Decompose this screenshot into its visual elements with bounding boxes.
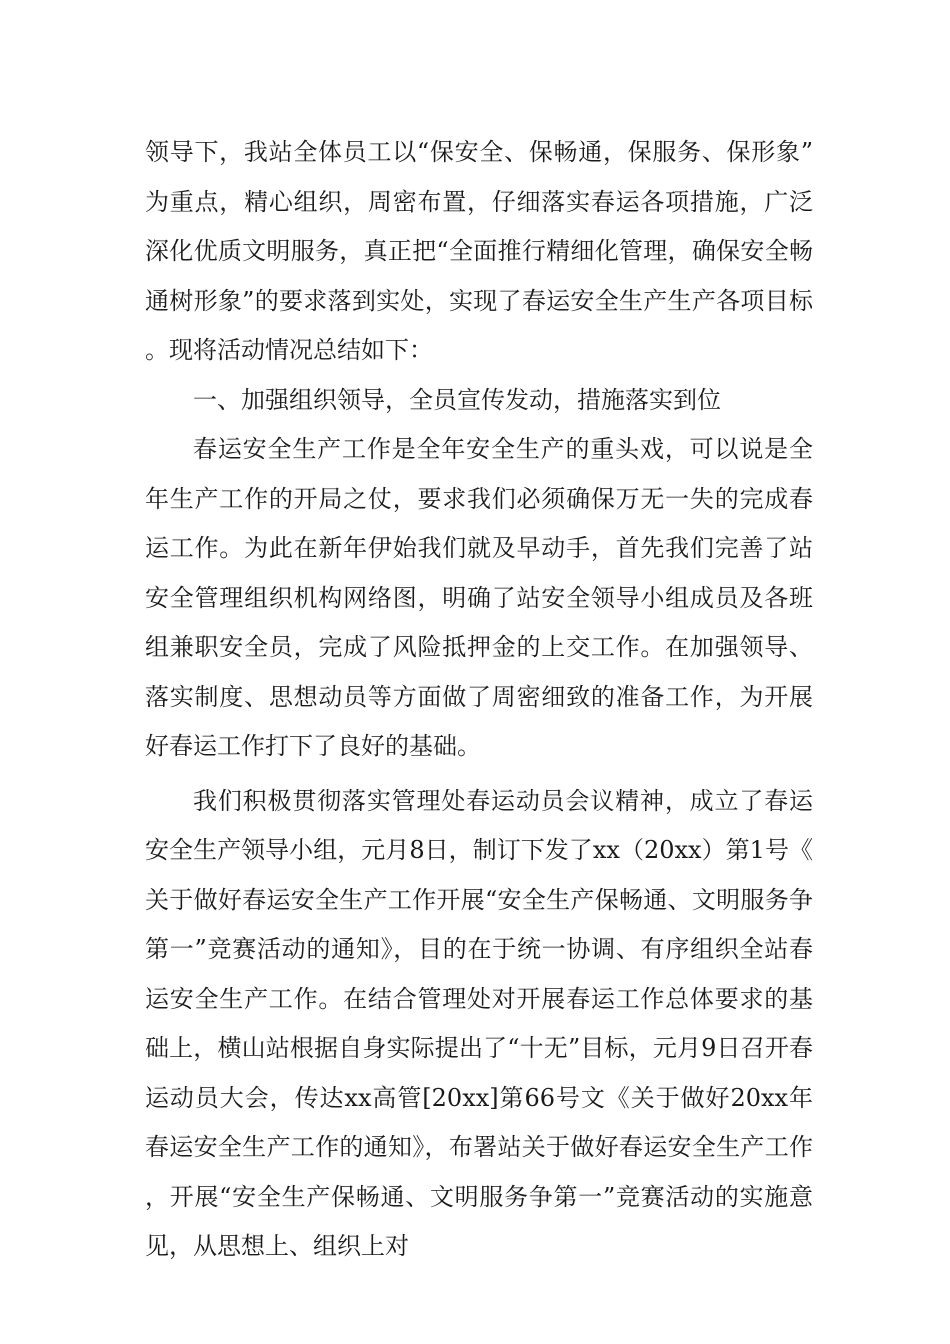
paragraph-implementation: 我们积极贯彻落实管理处春运动员会议精神，成立了春运安全生产领导小组，元月8日，制订下发了xx（20xx）第1号《关于做好春运安全生产工作开展“安全生产保畅通、文明服务争第一”竞赛活动的通知》，目的在于统一协调、有序组织全站春运安全生产工作。在结合管理处对开展春运工作总体要求的基础上，横山站根据自身实际提出了“十无”目标，元月9日召开春运动员大会，传达xx高管[20xx]第66号文《关于做好20xx年春运安全生产工作的通知》，布署站关于做好春运安全生产工作，开展“安全生产保畅通、文明服务争第一”竞赛活动的实施意见，从思想上、组织上对 (145, 786, 813, 1260)
document-body (145, 128, 813, 1272)
paragraph-preparation: 春运安全生产工作是全年安全生产的重头戏，可以说是全年生产工作的开局之仗，要求我们必须确保万无一失的完成春运工作。为此在新年伊始我们就及早动手，首先我们完善了站安全管理组织机构网络图，明确了站安全领导小组成员及各班组兼职安全员，完成了风险抵押金的上交工作。在加强领导、落实制度、思想动员等方面做了周密细致的准备工作，为开展好春运工作打下了良好的基础。 (145, 435, 813, 760)
paragraph-intro-continued: 领导下，我站全体员工以“保安全、保畅通，保服务、保形象”为重点，精心组织，周密布置，仔细落实春运各项措施，广泛深化优质文明服务，真正把“全面推行精细化管理，确保安全畅通树形象”的要求落到实处，实现了春运安全生产生产各项目标。现将活动情况总结如下： (145, 138, 813, 364)
section-heading: 一、加强组织领导，全员宣传发动，措施落实到位 (193, 385, 721, 414)
